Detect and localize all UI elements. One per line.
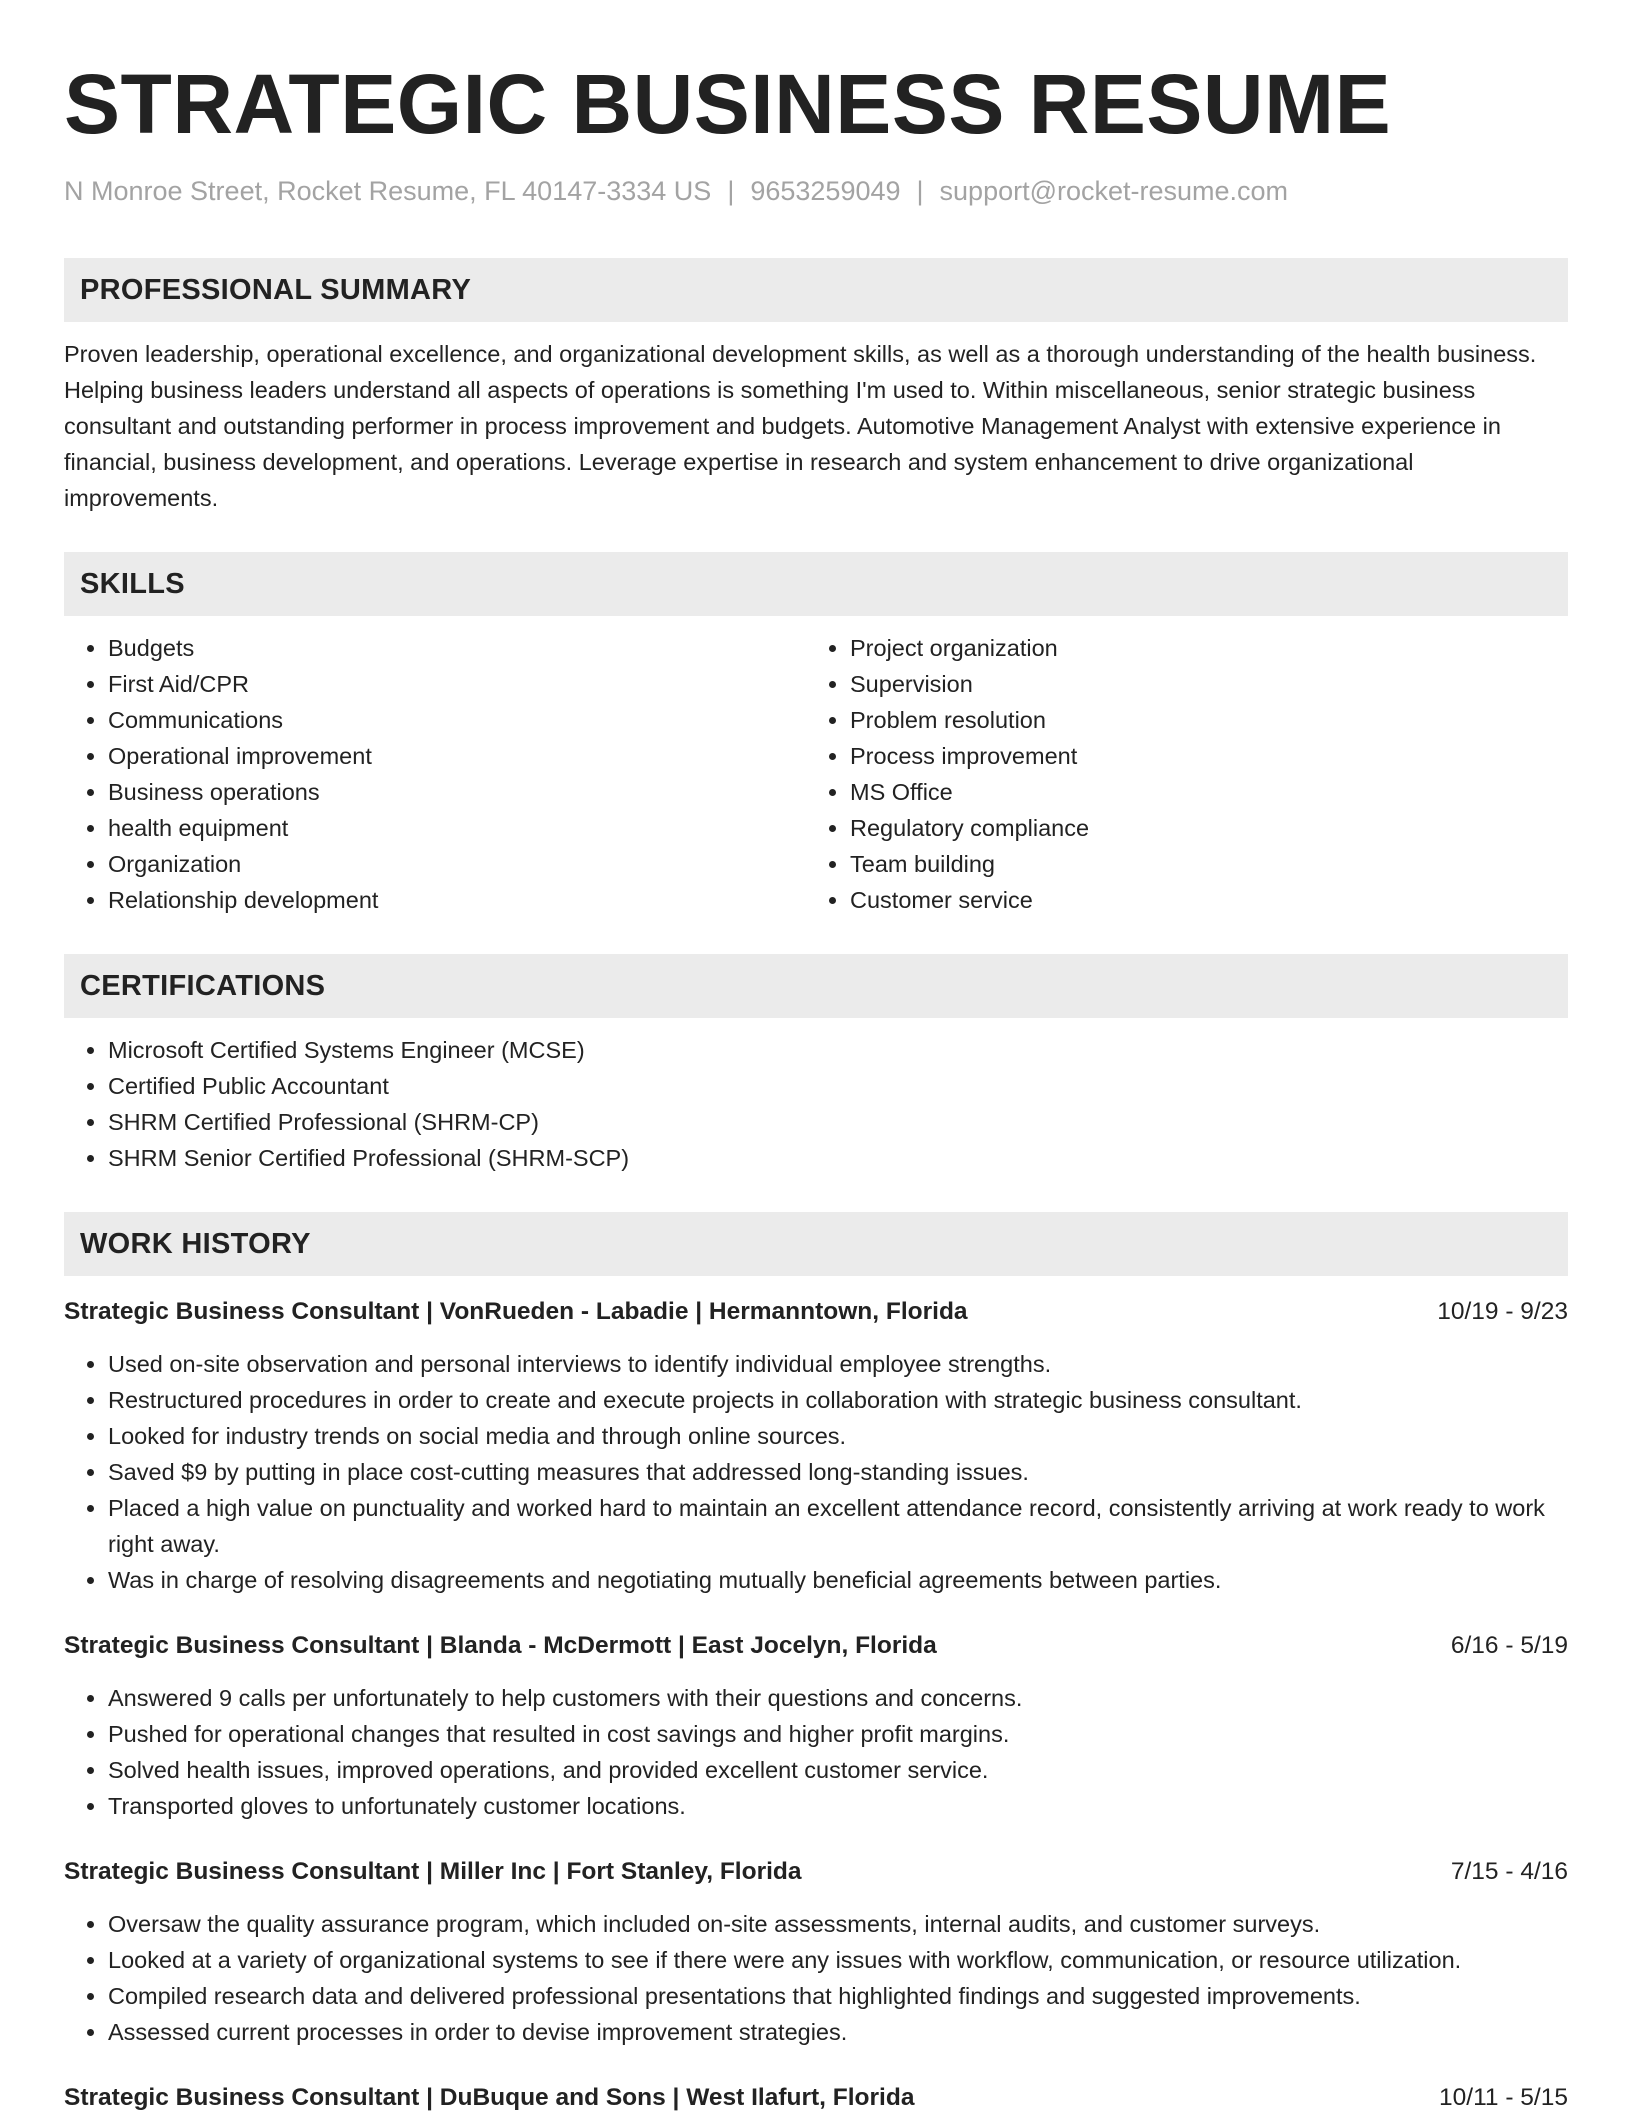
contact-separator: | xyxy=(916,176,924,206)
job-entry xyxy=(64,1628,1568,1824)
job-entry xyxy=(64,2080,1568,2116)
job-bullet: • Assessed current processes in order to devise improvement strategies. xyxy=(108,2014,1568,2050)
job-bullets xyxy=(64,1680,1568,1824)
skill-item: • Business operations xyxy=(108,774,806,810)
job-bullet: • Saved $9 by putting in place cost-cutting measures that addressed long-standing issues. xyxy=(108,1454,1568,1490)
job-bullet: • Used on-site observation and personal interviews to identify individual employee strengths. xyxy=(108,1346,1568,1382)
job-bullet: • Restructured procedures in order to create and execute projects in collaboration with strategic business consultant. xyxy=(108,1382,1568,1418)
skill-item: • Team building xyxy=(850,846,1548,882)
skill-item: • Organization xyxy=(108,846,806,882)
contact-phone: 9653259049 xyxy=(750,176,901,206)
job-heading-row xyxy=(64,1628,1568,1664)
skill-item: • Budgets xyxy=(108,630,806,666)
certification-item: • SHRM Certified Professional (SHRM-CP) xyxy=(108,1104,1568,1140)
job-bullets xyxy=(64,1906,1568,2050)
skill-item: • health equipment xyxy=(108,810,806,846)
contact-email: support@rocket-resume.com xyxy=(939,176,1289,206)
summary-text: Proven leadership, operational excellence, and organizational development skills, as well as a thorough understanding of the health business. Helping business leaders understand all aspects of operations is something I'm used to. Within miscellaneous, senior strategic business consultant and outstanding performer in process improvement and budgets. Automotive Management Analyst with extensive experience in financial, business development, and operations. Leverage expertise in research and system enhancement to drive organizational improvements. xyxy=(64,341,1537,511)
job-entry xyxy=(64,1854,1568,2050)
skill-item: • First Aid/CPR xyxy=(108,666,806,702)
job-heading-row xyxy=(64,1854,1568,1890)
contact-line xyxy=(64,174,1568,208)
job-bullet: • Oversaw the quality assurance program, which included on-site assessments, internal audits, and customer surveys. xyxy=(108,1906,1568,1942)
skill-item: • Relationship development xyxy=(108,882,806,918)
job-entry xyxy=(64,1294,1568,1598)
section-header-work-history: WORK HISTORY xyxy=(64,1212,1568,1276)
skills-columns xyxy=(64,630,1568,918)
job-dates: 10/19 - 9/23 xyxy=(1437,1298,1568,1325)
skills-list-left xyxy=(64,630,806,918)
certification-item: • Certified Public Accountant xyxy=(108,1068,1568,1104)
job-heading-row xyxy=(64,2080,1568,2116)
job-bullet: • Was in charge of resolving disagreements and negotiating mutually beneficial agreements between parties. xyxy=(108,1562,1568,1598)
job-title: Strategic Business Consultant | Blanda - McDermott | East Jocelyn, Florida xyxy=(64,1632,937,1659)
contact-address: N Monroe Street, Rocket Resume, FL 40147-3334 US xyxy=(64,176,712,206)
skill-item: • Regulatory compliance xyxy=(850,810,1548,846)
job-dates: 6/16 - 5/19 xyxy=(1450,1632,1568,1659)
contact-separator: | xyxy=(727,176,735,206)
certification-item: • Microsoft Certified Systems Engineer (MCSE) xyxy=(108,1032,1568,1068)
job-dates: 10/11 - 5/15 xyxy=(1439,2084,1568,2111)
resume-title: STRATEGIC BUSINESS RESUME xyxy=(64,57,1392,151)
certification-item: • SHRM Senior Certified Professional (SHRM-SCP) xyxy=(108,1140,1568,1176)
skill-item: • Supervision xyxy=(850,666,1548,702)
skill-item: • Project organization xyxy=(850,630,1548,666)
section-header-summary: PROFESSIONAL SUMMARY xyxy=(64,258,1568,322)
skill-item: • Problem resolution xyxy=(850,702,1548,738)
job-bullet: • Looked for industry trends on social media and through online sources. xyxy=(108,1418,1568,1454)
job-bullet: • Placed a high value on punctuality and worked hard to maintain an excellent attendance record, consistently arriving at work ready to work right away. xyxy=(108,1490,1568,1562)
job-title: Strategic Business Consultant | VonRueden - Labadie | Hermanntown, Florida xyxy=(64,1298,968,1325)
job-dates: 7/15 - 4/16 xyxy=(1450,1858,1568,1885)
skills-list-right xyxy=(806,630,1548,918)
section-header-certifications: CERTIFICATIONS xyxy=(64,954,1568,1018)
job-title: Strategic Business Consultant | DuBuque and Sons | West Ilafurt, Florida xyxy=(64,2084,915,2111)
job-bullet: • Looked at a variety of organizational systems to see if there were any issues with workflow, communication, or resource utilization. xyxy=(108,1942,1568,1978)
job-bullet: • Solved health issues, improved operations, and provided excellent customer service. xyxy=(108,1752,1568,1788)
skill-item: • Communications xyxy=(108,702,806,738)
skill-item: • Customer service xyxy=(850,882,1548,918)
job-bullet: • Compiled research data and delivered professional presentations that highlighted findings and suggested improvements. xyxy=(108,1978,1568,2014)
job-bullet: • Pushed for operational changes that resulted in cost savings and higher profit margins. xyxy=(108,1716,1568,1752)
skill-item: • MS Office xyxy=(850,774,1548,810)
job-bullet: • Transported gloves to unfortunately customer locations. xyxy=(108,1788,1568,1824)
job-title: Strategic Business Consultant | Miller Inc | Fort Stanley, Florida xyxy=(64,1858,802,1885)
skill-item: • Process improvement xyxy=(850,738,1548,774)
section-header-skills: SKILLS xyxy=(64,552,1568,616)
job-bullets xyxy=(64,1346,1568,1598)
certifications-list xyxy=(64,1032,1568,1176)
skill-item: • Operational improvement xyxy=(108,738,806,774)
job-bullet: • Answered 9 calls per unfortunately to help customers with their questions and concerns. xyxy=(108,1680,1568,1716)
job-heading-row xyxy=(64,1294,1568,1330)
